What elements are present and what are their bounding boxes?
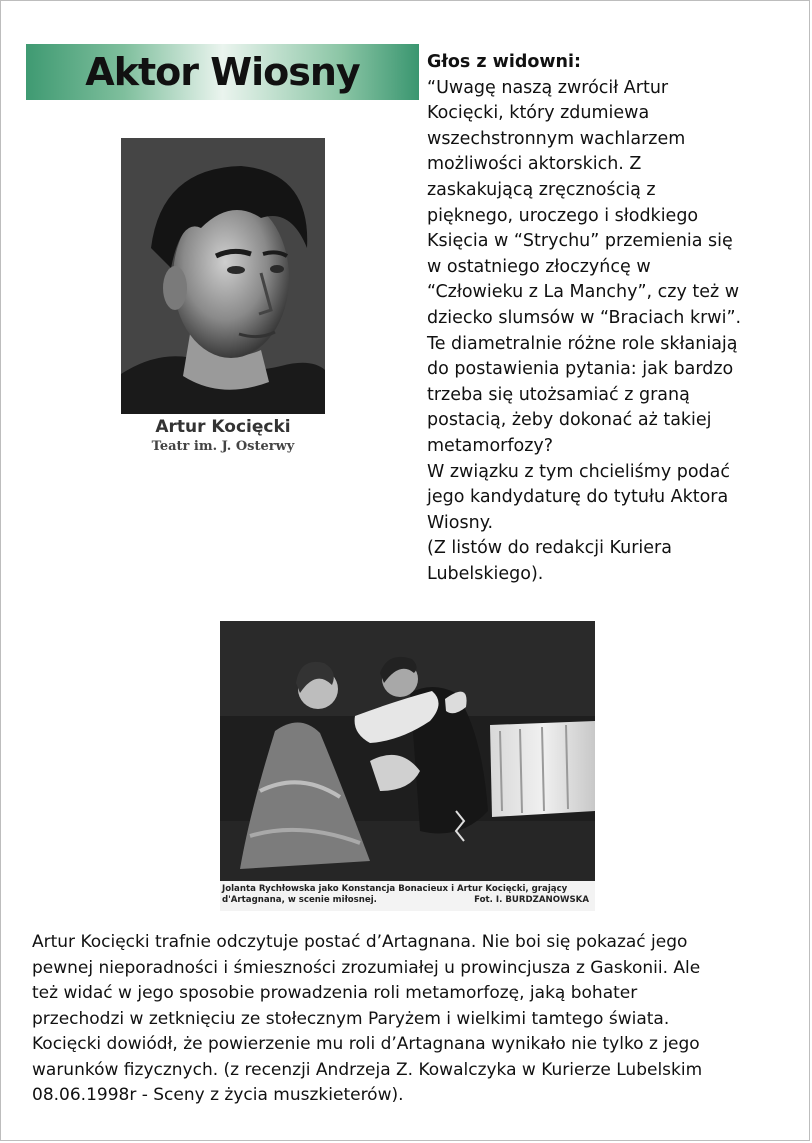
quote-line: pięknego, uroczego i słodkiego — [427, 205, 699, 226]
review-line: też widać w jego sposobie prowadzenia roli metamorfozę, jaką bohater — [32, 983, 638, 1003]
portrait-caption-theatre: Teatr im. J. Osterwy — [151, 439, 295, 454]
portrait-photo — [121, 138, 325, 414]
quote-line: W związku z tym chcieliśmy podać — [427, 461, 731, 482]
quote-line: Lubelskiego). — [427, 563, 544, 584]
quote-line: postacią, żeby dokonać aż takiej — [427, 410, 712, 431]
quote-line: (Z listów do redakcji Kuriera — [427, 538, 672, 559]
quote-heading: Głos z widowni: — [427, 52, 582, 72]
quote-line: dziecko slumsów w “Braciach krwi”. — [427, 307, 742, 328]
quote-line: w ostatniego złoczyńcę w — [427, 256, 651, 277]
scene-caption — [220, 881, 595, 911]
banner-title: Aktor Wiosny — [85, 50, 360, 94]
quote-line: jego kandydaturę do tytułu Aktora — [427, 487, 729, 508]
scene-caption-line1: Jolanta Rychłowska jako Konstancja Bonacieux i Artur Kocięcki, grający — [222, 884, 568, 894]
photo-credit: Fot. I. BURDZANOWSKA — [474, 895, 589, 905]
audience-quote — [427, 50, 787, 587]
review-line: Kocięcki dowiódł, że powierzenie mu roli d’Artagnana wynikało nie tylko z jego — [32, 1034, 700, 1054]
quote-line: metamorfozy? — [427, 435, 554, 456]
portrait-caption — [121, 415, 325, 454]
scene-caption-line2: d'Artagnana, w scenie miłosnej. — [222, 895, 377, 905]
review-line: warunków fizycznych. (z recenzji Andrzeja Z. Kowalczyka w Kurierze Lubelskim — [32, 1059, 703, 1080]
quote-line: “Uwagę naszą zwrócił Artur — [427, 77, 669, 98]
stage-scene-photo — [220, 621, 595, 911]
quote-line: “Człowieku z La Manchy”, czy też w — [427, 282, 740, 303]
quote-line: zaskakującą zręcznością z — [427, 179, 656, 200]
quote-line: możliwości aktorskich. Z — [427, 154, 642, 175]
quote-line: wszechstronnym wachlarzem — [427, 128, 686, 149]
quote-line: Księcia w “Strychu” przemienia się — [427, 231, 733, 252]
quote-line: Te diametralnie różne role skłaniają — [427, 333, 738, 354]
portrait-caption-name: Artur Kocięcki — [155, 417, 291, 437]
review-text — [32, 930, 792, 1109]
review-line: Artur Kocięcki trafnie odczytuje postać d’Artagnana. Nie boi się pokazać jego — [32, 932, 688, 952]
review-line: pewnej nieporadności i śmieszności zrozumiałej u prowincjusza z Gaskonii. Ale — [32, 957, 701, 978]
quote-line: trzeba się utożsamiać z graną — [427, 384, 690, 405]
quote-line: do postawienia pytania: jak bardzo — [427, 359, 734, 380]
review-line: 08.06.1998r - Sceny z życia muszkieterów). — [32, 1085, 404, 1105]
title-banner — [26, 44, 419, 100]
review-line: przechodzi w zetknięciu ze stołecznym Paryżem i wielkimi tamtego świata. — [32, 1008, 670, 1029]
quote-line: Kocięcki, który zdumiewa — [427, 103, 650, 124]
quote-line: Wiosny. — [427, 512, 494, 533]
